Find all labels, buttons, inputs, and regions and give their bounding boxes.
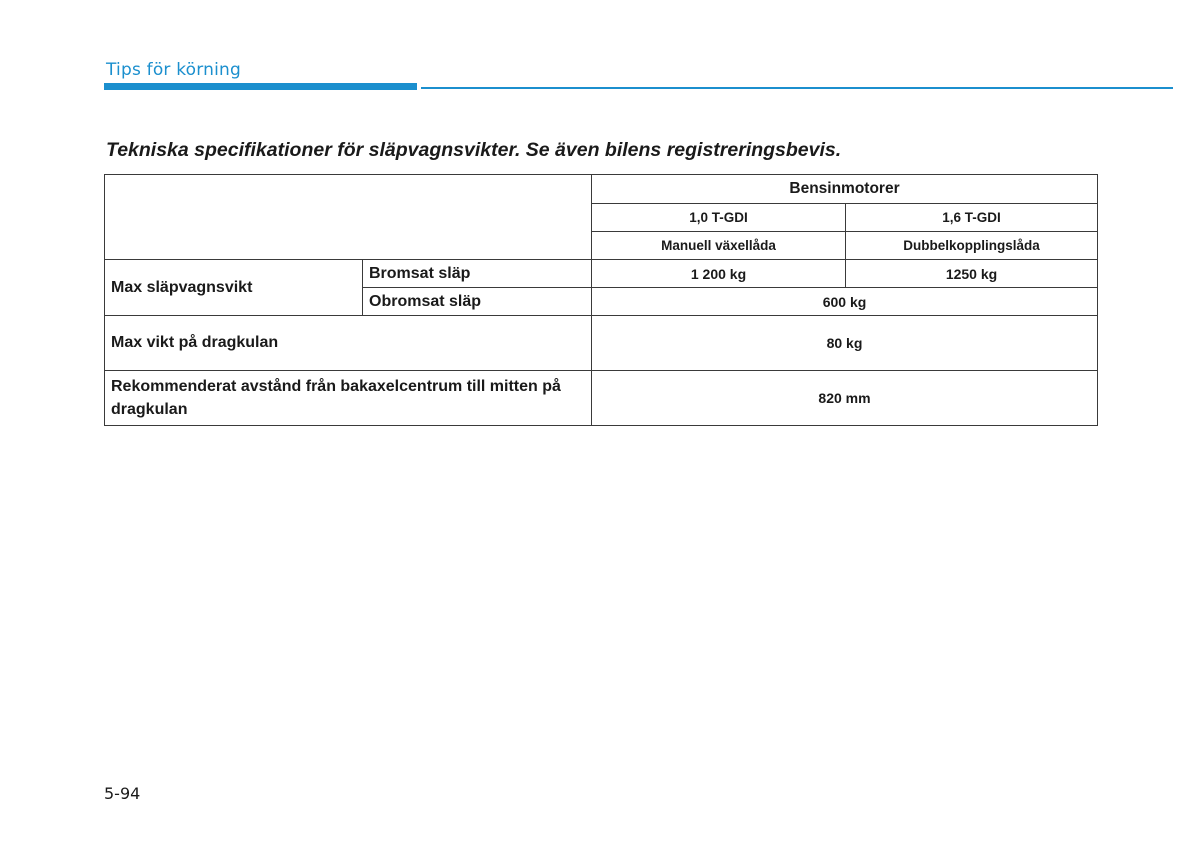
engine-header-2: 1,6 T-GDI — [846, 204, 1098, 232]
transmission-header-1: Manuell växellåda — [592, 232, 846, 260]
header-rule-thin — [421, 87, 1173, 89]
max-towball-weight-value: 80 kg — [592, 316, 1098, 371]
table-row — [105, 260, 1098, 288]
engine-group-header: Bensinmotorer — [592, 175, 1098, 204]
empty-header-cell — [105, 175, 592, 260]
table-row — [105, 316, 1098, 371]
recommended-distance-value: 820 mm — [592, 371, 1098, 426]
recommended-distance-label: Rekommenderat avstånd från bakaxelcentrum till mitten på dragkulan — [105, 371, 592, 426]
header-rule-thick — [104, 83, 417, 90]
transmission-header-2: Dubbelkopplingslåda — [846, 232, 1098, 260]
unbraked-trailer-label: Obromsat släp — [363, 288, 592, 316]
max-trailer-weight-label: Max släpvagnsvikt — [105, 260, 363, 316]
unbraked-value: 600 kg — [592, 288, 1098, 316]
page-number: 5-94 — [104, 784, 141, 803]
table-row — [105, 371, 1098, 426]
braked-value-1: 1 200 kg — [592, 260, 846, 288]
table-row — [105, 175, 1098, 204]
engine-header-1: 1,0 T-GDI — [592, 204, 846, 232]
max-towball-weight-label: Max vikt på dragkulan — [105, 316, 592, 371]
braked-trailer-label: Bromsat släp — [363, 260, 592, 288]
towing-spec-table — [104, 174, 1098, 426]
braked-value-2: 1250 kg — [846, 260, 1098, 288]
spec-heading: Tekniska specifikationer för släpvagnsvikter. Se även bilens registreringsbevis. — [106, 139, 842, 161]
section-title: Tips för körning — [106, 60, 242, 80]
